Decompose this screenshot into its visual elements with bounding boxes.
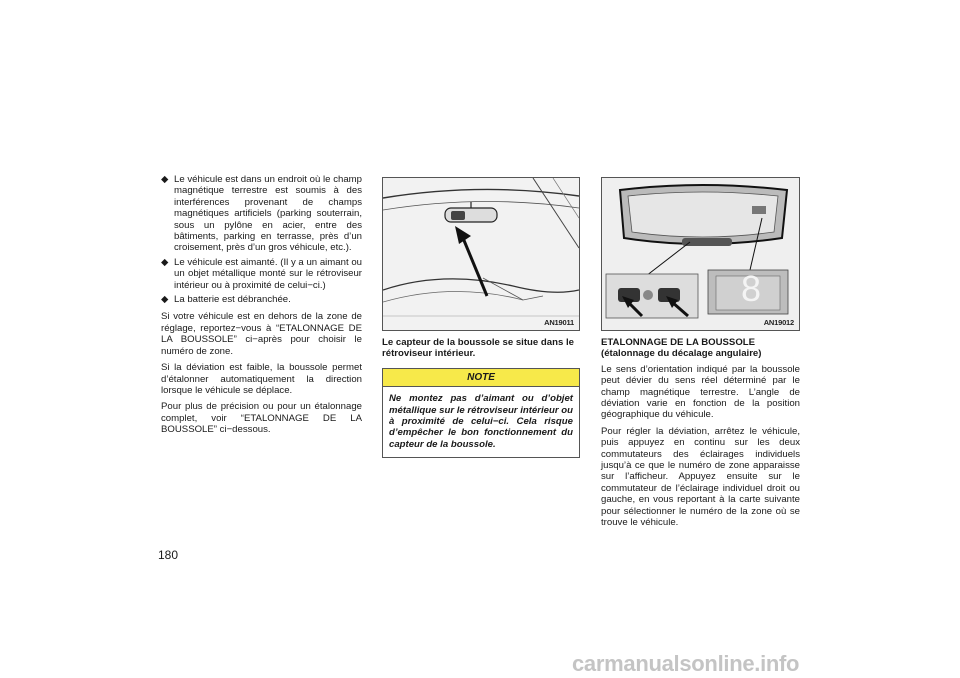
note-text: Ne montez pas d’aimant ou d’objet métallique sur le rétroviseur intérieur ou à proximité de celui−ci. Cela risque d’empêcher le bon fonctionnement du capteur de la boussole.: [389, 393, 573, 450]
paragraph: Si la déviation est faible, la boussole permet d’étalonner automatiquement la direction lorsque le véhicule se déplace.: [161, 362, 362, 396]
figure-code: AN19012: [763, 317, 794, 327]
paragraph: Pour plus de précision ou pour un étalonnage complet, voir “ETALONNAGE DE LA BOUSSOLE” ci−dessous.: [161, 401, 362, 436]
middle-column: [382, 177, 580, 458]
paragraph: Pour régler la déviation, arrêtez le véhicule, puis appuyez en continu sur les deux commutateurs des éclairages individuels jusqu’à ce que le numéro de zone apparaisse sur l’afficheur. Appuyez ensuite sur le commutateur de l’éclairage individuel droit ou gauche, en vous reportant à la carte suivante pour sélectionner le numéro de la zone où se trouve le véhicule.: [601, 425, 800, 529]
bullet-text: La batterie est débranchée.: [174, 294, 291, 306]
figure-caption: Le capteur de la boussole se situe dans le rétroviseur intérieur.: [382, 337, 574, 360]
paragraph: Si votre véhicule est en dehors de la zone de réglage, reportez−vous à “ETALONNAGE DE LA BOUSSOLE” ci−après pour choisir le numéro de zone.: [161, 311, 362, 357]
note-title: NOTE: [383, 369, 579, 387]
bullet-item: [161, 294, 362, 305]
zone-display-digit: 8: [741, 268, 762, 309]
bullet-text: Le véhicule est dans un endroit où le champ magnétique terrestre est soumis à des interférences provenant de champs magnétiques artificiels (parking souterrain, sous un pylône en acier, entre des bâtiments, parking en terrasse, près d’un croisement, près d’un gros véhicule, etc.).: [174, 174, 362, 254]
bullet-diamond-icon: ◆: [161, 174, 169, 185]
right-column: [601, 177, 800, 534]
figure-code: AN19011: [544, 317, 574, 327]
bullet-diamond-icon: ◆: [161, 256, 169, 268]
paragraph: Le sens d’orientation indiqué par la boussole peut dévier du sens réel déterminé par le champ magnétique terrestre. L’angle de déviation varie en fonction de la position géographique du véhicule.: [601, 363, 800, 421]
bullet-item: [161, 174, 362, 254]
note-box: [382, 368, 580, 458]
bullet-text: Le véhicule est aimanté. (Il y a un aimant ou un objet métallique monté sur le rétroviseur intérieur ou à proximité de celui−ci.): [174, 256, 362, 291]
mirror-display-illustration: [602, 178, 799, 330]
mirror-location-figure: [382, 177, 580, 331]
page-number: 180: [158, 548, 179, 562]
left-column: [161, 174, 362, 441]
mirror-switches-figure: [601, 177, 800, 331]
bullet-item: [161, 257, 362, 291]
watermark: carmanualsonline.info: [572, 651, 800, 676]
section-title: ETALONNAGE DE LA BOUSSOLE (étalonnage du décalage angulaire): [601, 337, 762, 360]
windshield-illustration: [383, 178, 579, 330]
bullet-diamond-icon: ◆: [161, 294, 169, 306]
